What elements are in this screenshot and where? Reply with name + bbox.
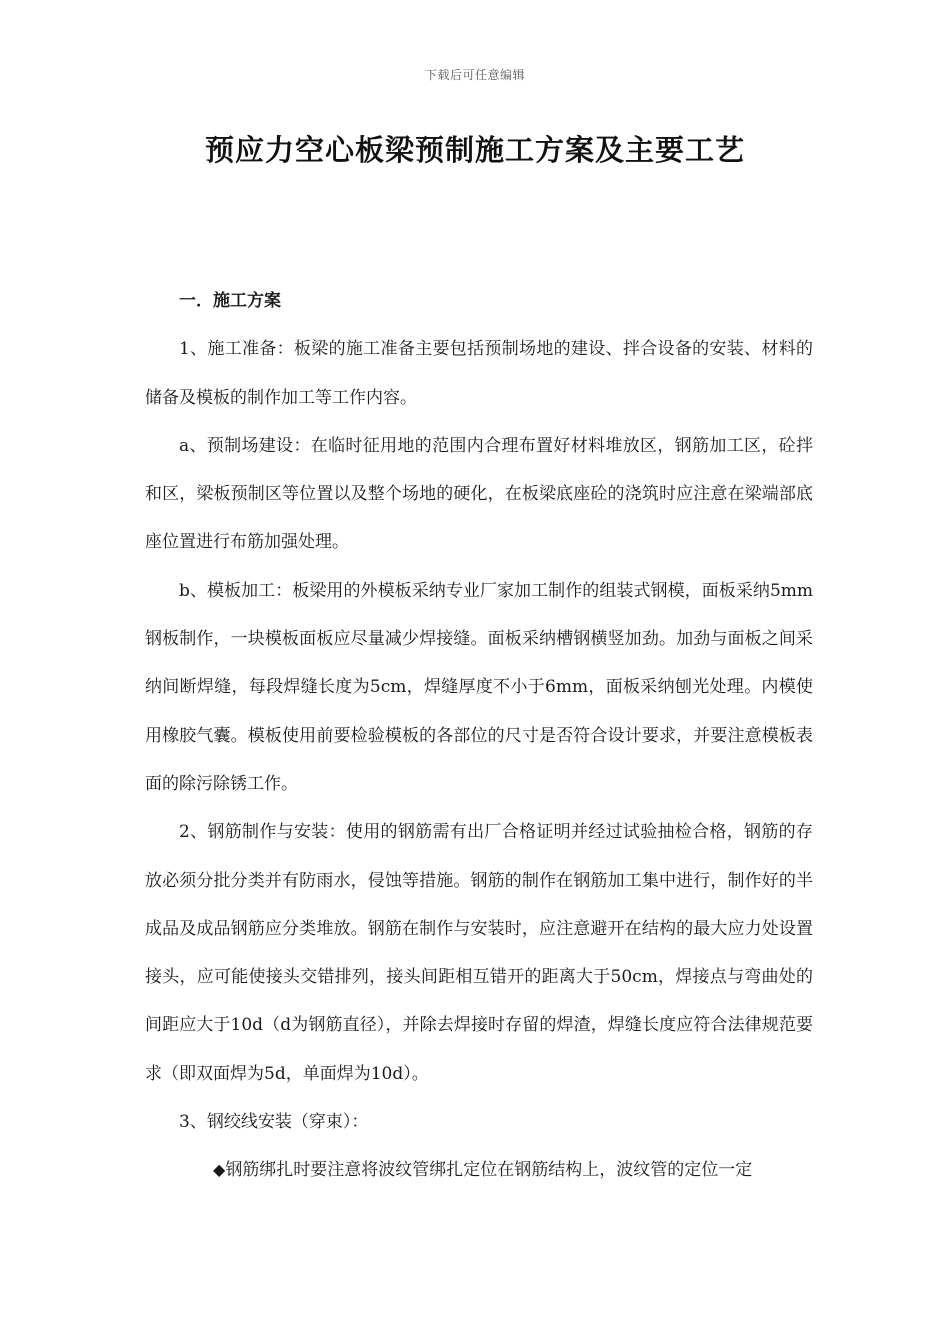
- paragraph-formwork: b、模板加工：板梁用的外模板采纳专业厂家加工制作的组装式钢模，面板采纳5mm钢板制作，一块模板面板应尽量减少焊接缝。面板采纳槽钢横竖加劲。加劲与面板之间采纳间断焊缝，每段焊缝长度为5cm，焊缝厚度不小于6mm，面板采纳刨光处理。内模使用橡胶气囊。模板使用前要检验模板的各部位的尺寸是否符合设计要求，并要注意模板表面的除污除锈工作。: [145, 580, 813, 794]
- paragraph-strand-install: 3、钢绞线安装（穿束）：: [179, 1112, 369, 1133]
- bullet-item: [145, 1146, 813, 1194]
- paragraph-rebar: 2、钢筋制作与安装：使用的钢筋需有出厂合格证明并经过试验抽检合格，钢筋的存放必须分批分类并有防雨水，侵蚀等措施。钢筋的制作在钢筋加工集中进行，制作好的半成品及成品钢筋应分类堆放。钢筋在制作与安装时，应注意避开在结构的最大应力处设置接头，应可能使接头交错排列，接头间距相互错开的距离大于50cm，焊接点与弯曲处的间距应大于10d（d为钢筋直径），并除去焊接时存留的焊渣，焊缝长度应符合法律规范要求（即双面焊为5d，单面焊为10d）。: [145, 822, 813, 1084]
- paragraph-site-construction: a、预制场建设：在临时征用地的范围内合理布置好材料堆放区，钢筋加工区，砼拌和区，梁板预制区等位置以及整个场地的硬化，在板梁底座砼的浇筑时应注意在梁端部底座位置进行布筋加强处理。: [145, 435, 813, 553]
- diamond-bullet-icon: ◆: [213, 1160, 226, 1180]
- section-heading: 一．施工方案: [179, 291, 281, 311]
- header-note: 下载后可任意编辑: [424, 68, 525, 82]
- document-title: 预应力空心板梁预制施工方案及主要工艺: [204, 133, 745, 167]
- paragraph-preparation: 1、施工准备：板梁的施工准备主要包括预制场地的建设、拌合设备的安装、材料的储备及模板的制作加工等工作内容。: [145, 339, 813, 408]
- document-body: [145, 277, 813, 1195]
- bullet-text: 钢筋绑扎时要注意将波纹管绑扎定位在钢筋结构上，波纹管的定位一定: [225, 1160, 753, 1181]
